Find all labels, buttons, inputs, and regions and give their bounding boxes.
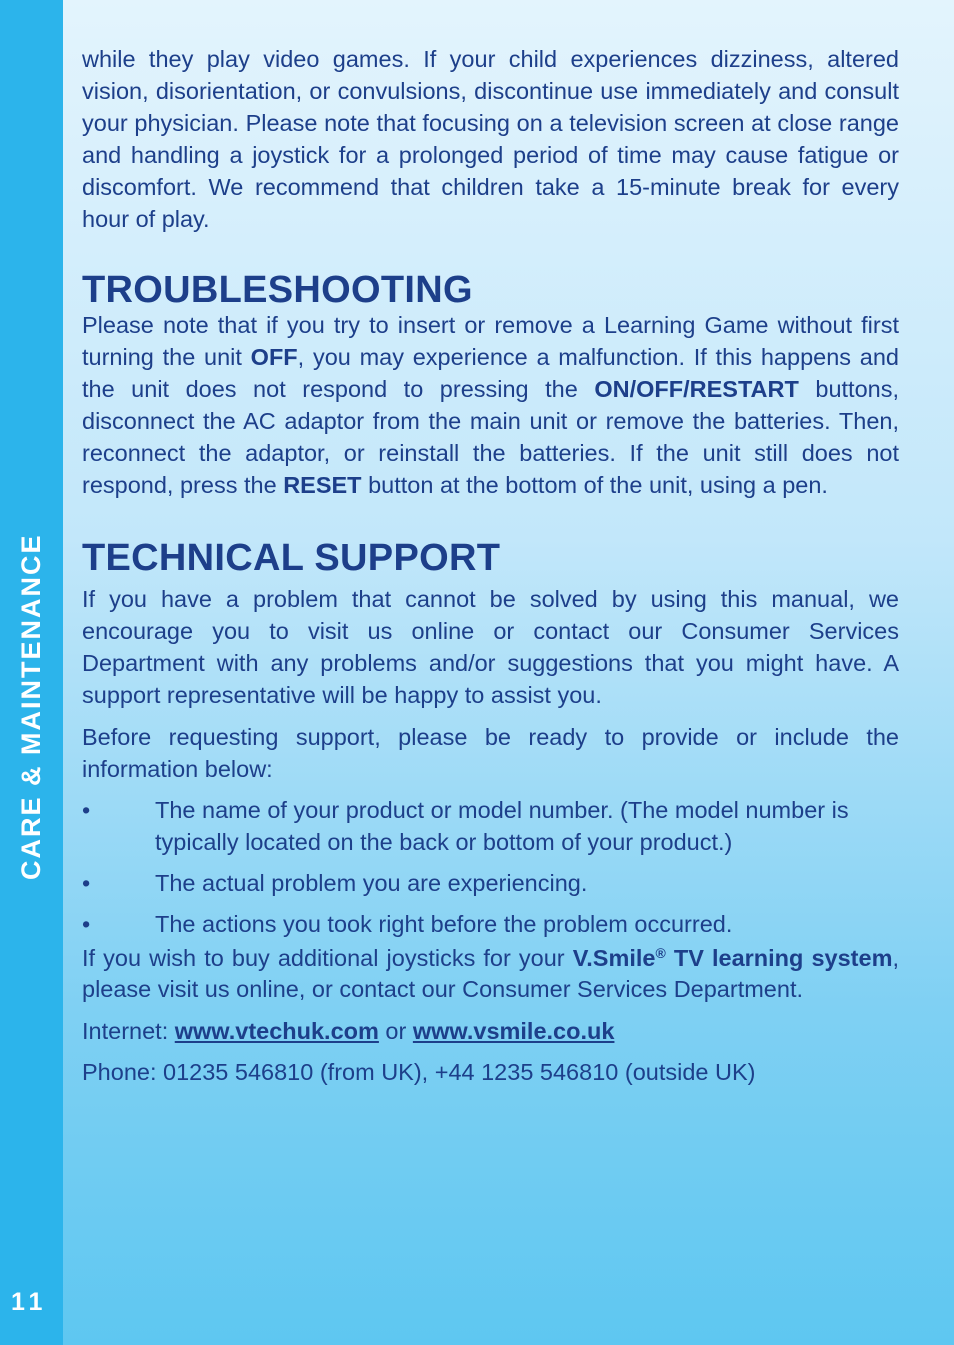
text-segment: buttons, disconnect the AC adaptor from the main unit or remove the batteries. Then, reconnect the adaptor, or reinstall the batteries. If the unit still does not respond, press the <box>82 376 899 498</box>
or-text: or <box>378 1018 413 1044</box>
text-segment: , you may experience a malfunction. If this happens and the unit does not respond to pressing the <box>82 344 899 402</box>
intro-paragraph: while they play video games. If your child experiences dizziness, altered vision, disorientation, or convulsions, discontinue use immediately and consult your physician. Please note that focusing on a television screen at close range and handling a joystick for a prolonged period of time may cause fatigue or discomfort. We recommend that children take a 15-minute break for every hour of play. <box>82 46 899 232</box>
vtechuk-link[interactable]: www.vtechuk.com <box>174 1018 379 1044</box>
registered-mark: ® <box>655 945 666 961</box>
product-name-suffix: TV learning system <box>665 945 893 971</box>
emphasis-reset: RESET <box>283 472 362 498</box>
bullet-marker: • <box>82 911 91 937</box>
technical-support-heading: TECHNICAL SUPPORT <box>82 537 501 579</box>
list-item <box>82 867 899 899</box>
text-segment: , please visit us online, or contact our Consumer Services Department. <box>82 945 900 1002</box>
page-number: 11 <box>11 1288 48 1316</box>
list-item <box>82 908 899 940</box>
requirements-list <box>82 794 899 940</box>
product-name-text: V.Smile <box>572 945 656 971</box>
list-item-text: The name of your product or model number. (The model number is typically located on the back or bottom of your product.) <box>155 797 849 855</box>
troubleshooting-paragraph <box>82 309 899 501</box>
list-item <box>82 794 899 858</box>
text-segment: Please note that if you try to insert or remove a Learning Game without first turning the unit <box>82 312 899 370</box>
text-segment: button at the bottom of the unit, using a pen. <box>361 472 828 498</box>
list-item-text: The actions you took right before the problem occurred. <box>155 911 733 937</box>
sidebar <box>0 0 63 1345</box>
list-item-text: The actual problem you are experiencing. <box>155 870 588 896</box>
bullet-marker: • <box>82 870 91 896</box>
support-paragraph-1: If you have a problem that cannot be solved by using this manual, we encourage you to visit us online or contact our Consumer Services Department with any problems and/or suggestions that you might have. A support representative will be happy to assist you. <box>82 586 899 708</box>
bullet-marker: • <box>82 797 91 823</box>
section-title: CARE & MAINTENANCE <box>16 533 46 880</box>
text-segment: If you wish to buy additional joysticks for your <box>82 945 573 971</box>
troubleshooting-heading: TROUBLESHOOTING <box>82 269 473 311</box>
phone-line: Phone: 01235 546810 (from UK), +44 1235 546810 (outside UK) <box>82 1059 756 1085</box>
main-content <box>82 43 899 1088</box>
emphasis-on-off-restart: ON/OFF/RESTART <box>594 376 799 402</box>
joystick-paragraph <box>82 943 899 1005</box>
emphasis-off: OFF <box>250 344 298 370</box>
vsmile-link[interactable]: www.vsmile.co.uk <box>412 1018 615 1044</box>
internet-label: Internet: <box>82 1018 175 1044</box>
internet-line <box>82 1015 899 1047</box>
support-paragraph-2: Before requesting support, please be ready to provide or include the information below: <box>82 724 899 782</box>
product-name <box>573 945 893 971</box>
